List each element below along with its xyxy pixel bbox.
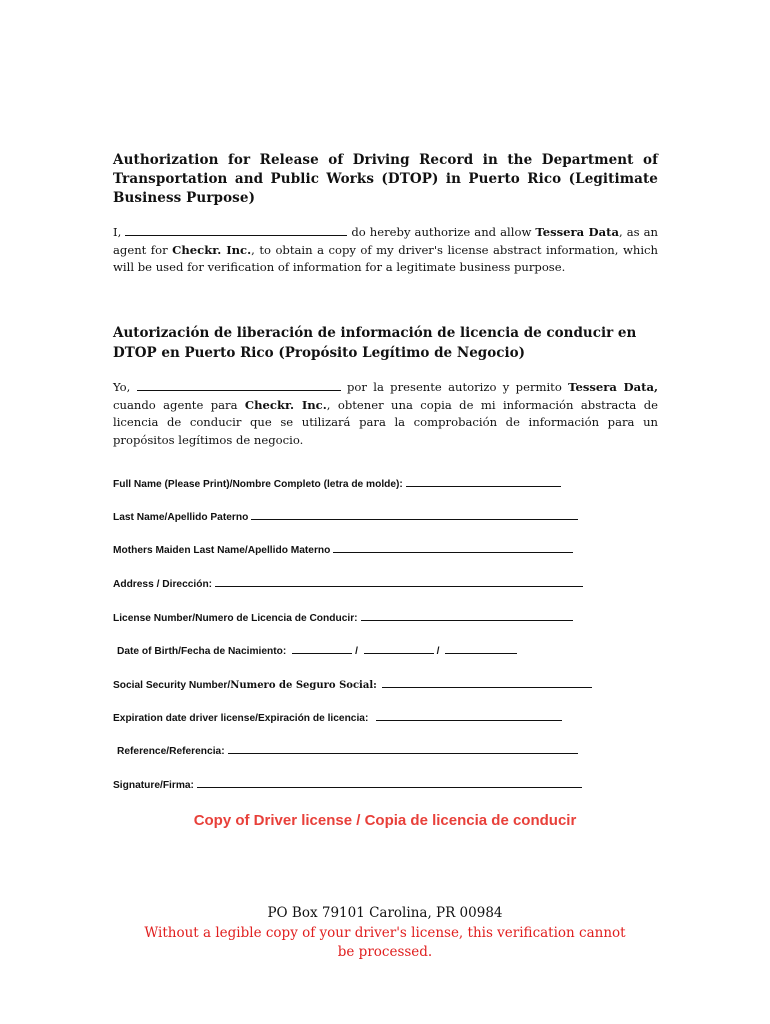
english-text-3: , to obtain a copy of my driver's license abstract information, which will be used for verification of information for a legitimate business purpose. <box>113 242 658 274</box>
signature-label: Signature/Firma: <box>113 780 194 791</box>
maiden-name-line[interactable] <box>333 543 573 553</box>
english-start: I, <box>113 225 122 239</box>
maiden-name-label: Mothers Maiden Last Name/Apellido Materno <box>113 545 331 556</box>
dob-month-line[interactable] <box>364 644 434 654</box>
last-name-field <box>113 510 578 523</box>
dob-label: Date of Birth/Fecha de Nacimiento: <box>117 646 287 657</box>
address-label: Address / Dirección: <box>113 579 213 590</box>
english-text-2: , as an agent for <box>113 225 658 257</box>
spanish-authorization-paragraph <box>113 379 658 449</box>
spanish-start: Yo, <box>113 380 131 394</box>
spanish-text-2: cuando agente para <box>113 397 238 412</box>
last-name-label: Last Name/Apellido Paterno <box>113 512 249 523</box>
expiration-label: Expiration date driver license/Expiración de licencia: <box>113 713 369 724</box>
legibility-warning: Without a legible copy of your driver's license, this verification cannot be processed. <box>144 925 626 960</box>
spanish-title: Autorización de liberación de información de licencia de conducir en DTOP en Puerto Rico (Propósito Legítimo de Negocio) <box>113 325 637 361</box>
reference-line[interactable] <box>228 744 578 754</box>
last-name-line[interactable] <box>251 510 578 520</box>
address-line[interactable] <box>215 577 583 587</box>
dob-day-line[interactable] <box>292 644 352 654</box>
license-number-field <box>113 611 573 624</box>
ssn-label-a: Social Security Number/ <box>113 680 231 691</box>
spanish-company-1: Tessera Data, <box>568 380 659 394</box>
dob-separator-2: / <box>436 646 440 657</box>
dob-year-line[interactable] <box>445 644 517 654</box>
spanish-text-3: , obtener una copia de mi información abstracta de licencia de conducir que se utilizará para la comprobación de información para un propósitos legítimos de negocio. <box>113 397 659 447</box>
signature-line[interactable] <box>197 778 582 788</box>
reference-label: Reference/Referencia: <box>117 746 225 757</box>
english-authorization-paragraph <box>113 224 658 277</box>
license-number-line[interactable] <box>361 611 573 621</box>
spanish-text-1: por la presente autorizo y permito <box>346 380 562 394</box>
english-title: Authorization for Release of Driving Record in the Department of Transportation and Public Works (DTOP) in Puerto Rico (Legitimate Business Purpose) <box>113 152 658 206</box>
english-company-1: Tessera Data <box>535 225 619 239</box>
full-name-line[interactable] <box>406 477 561 487</box>
spanish-name-blank[interactable] <box>137 380 341 391</box>
reference-field <box>117 744 578 757</box>
ssn-label-b: Numero de Seguro Social: <box>230 680 377 691</box>
full-name-field <box>113 477 561 490</box>
signature-field <box>113 778 582 791</box>
address-field <box>113 577 583 590</box>
date-of-birth-field <box>117 644 517 657</box>
english-name-blank[interactable] <box>125 225 347 236</box>
english-company-2: Checkr. Inc. <box>172 242 252 257</box>
spanish-company-2: Checkr. Inc. <box>244 397 327 412</box>
expiration-date-field <box>113 711 562 724</box>
dob-separator-1: / <box>355 646 358 657</box>
po-box-address: PO Box 79101 Carolina, PR 00984 <box>267 905 503 921</box>
english-text-1: do hereby authorize and allow <box>351 225 532 239</box>
license-number-label: License Number/Numero de Licencia de Conducir: <box>113 613 358 624</box>
maiden-name-field <box>113 543 573 556</box>
copy-driver-license-heading: Copy of Driver license / Copia de licencia de conducir <box>193 812 577 829</box>
ssn-line[interactable] <box>382 678 592 688</box>
full-name-label: Full Name (Please Print)/Nombre Completo (letra de molde): <box>113 479 403 490</box>
expiration-line[interactable] <box>376 711 562 721</box>
social-security-field <box>113 678 592 691</box>
